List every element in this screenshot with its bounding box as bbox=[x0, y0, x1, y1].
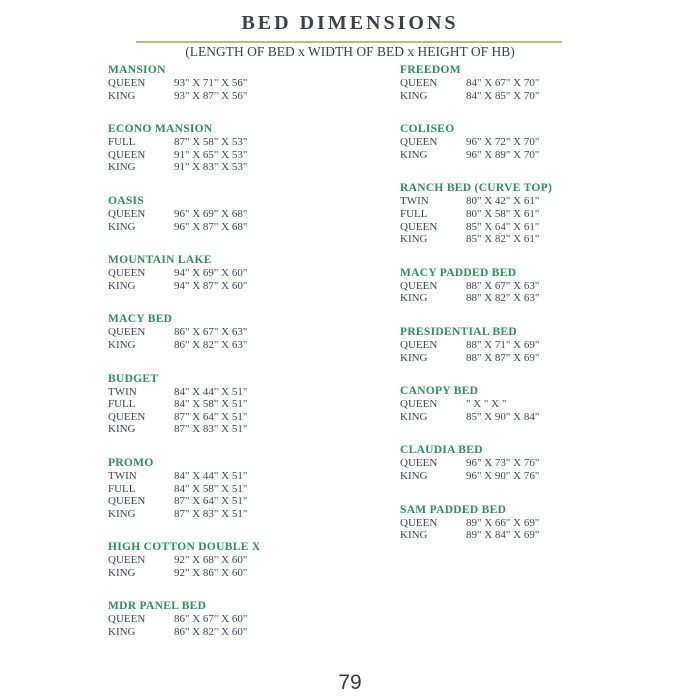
size-row bbox=[108, 567, 400, 580]
size-label: KING bbox=[108, 161, 136, 174]
size-label: QUEEN bbox=[108, 554, 146, 567]
size-row bbox=[108, 626, 400, 639]
size-row bbox=[400, 221, 684, 234]
size-label: QUEEN bbox=[108, 148, 146, 161]
size-label: FULL bbox=[108, 398, 136, 411]
size-row bbox=[400, 280, 684, 293]
dimensions-left-column bbox=[108, 64, 400, 660]
size-dimensions: 80" X 42" X 61" bbox=[466, 195, 540, 208]
size-row bbox=[108, 208, 400, 221]
size-label: QUEEN bbox=[400, 279, 438, 292]
bed-model-name: MACY PADDED BED bbox=[400, 266, 517, 279]
size-dimensions: 92" X 86" X 60" bbox=[174, 566, 248, 579]
size-row bbox=[108, 470, 400, 483]
dimension-format-note: (LENGTH OF BED x WIDTH OF BED x HEIGHT OF HB) bbox=[185, 44, 515, 59]
size-row bbox=[108, 326, 400, 339]
bed-model-name: OASIS bbox=[108, 194, 145, 207]
size-dimensions: 87" X 64" X 51" bbox=[174, 495, 248, 508]
bed-model-section bbox=[108, 600, 400, 638]
size-label: QUEEN bbox=[400, 220, 438, 233]
bed-model-name: BUDGET bbox=[108, 372, 159, 385]
size-dimensions: 88" X 67" X 63" bbox=[466, 279, 540, 292]
size-row bbox=[108, 554, 400, 567]
page-title: BED DIMENSIONS bbox=[241, 12, 459, 34]
size-dimensions: 93" X 71" X 56" bbox=[174, 77, 248, 89]
dimensions-columns bbox=[108, 64, 700, 660]
size-row bbox=[108, 267, 400, 280]
size-row bbox=[400, 90, 684, 103]
size-label: QUEEN bbox=[108, 207, 146, 220]
size-row bbox=[400, 529, 684, 542]
size-label: QUEEN bbox=[400, 77, 438, 89]
size-row bbox=[400, 233, 684, 246]
size-dimensions: 96" X 69" X 68" bbox=[174, 207, 248, 220]
bed-model-section bbox=[108, 195, 400, 233]
size-label: QUEEN bbox=[400, 136, 438, 149]
bed-model-section bbox=[108, 123, 400, 174]
size-label: KING bbox=[400, 148, 428, 161]
bed-model-section bbox=[108, 373, 400, 436]
size-row bbox=[108, 398, 400, 411]
size-dimensions: 96" X 72" X 70" bbox=[466, 136, 540, 149]
size-dimensions: " X " X " bbox=[466, 398, 507, 411]
size-dimensions: 84" X 67" X 70" bbox=[466, 77, 540, 89]
size-label: FULL bbox=[108, 482, 136, 495]
size-dimensions: 87" X 83" X 51" bbox=[174, 507, 248, 520]
size-label: QUEEN bbox=[108, 326, 146, 339]
size-row bbox=[108, 161, 400, 174]
size-row bbox=[400, 292, 684, 305]
size-dimensions: 84" X 58" X 51" bbox=[174, 398, 248, 411]
bed-model-name: ECONO MANSION bbox=[108, 123, 213, 136]
bed-model-section bbox=[400, 444, 684, 482]
size-dimensions: 94" X 69" X 60" bbox=[174, 267, 248, 280]
size-row bbox=[108, 339, 400, 352]
bed-model-section bbox=[108, 254, 400, 292]
size-dimensions: 80" X 58" X 61" bbox=[466, 207, 540, 220]
size-dimensions: 89" X 84" X 69" bbox=[466, 529, 540, 542]
size-dimensions: 88" X 82" X 63" bbox=[466, 292, 540, 305]
bed-model-section bbox=[108, 457, 400, 520]
size-row bbox=[108, 495, 400, 508]
size-row bbox=[108, 77, 400, 90]
size-label: KING bbox=[108, 338, 136, 351]
size-label: QUEEN bbox=[108, 410, 146, 423]
size-label: KING bbox=[108, 626, 136, 639]
size-row bbox=[400, 457, 684, 470]
size-dimensions: 96" X 73" X 76" bbox=[466, 457, 540, 470]
size-row bbox=[400, 136, 684, 149]
bed-model-section bbox=[400, 504, 684, 542]
size-label: TWIN bbox=[108, 469, 137, 482]
dimensions-right-column bbox=[400, 64, 684, 563]
size-dimensions: 92" X 68" X 60" bbox=[174, 554, 248, 567]
size-dimensions: 88" X 87" X 69" bbox=[466, 351, 540, 364]
size-dimensions: 93" X 87" X 56" bbox=[174, 89, 248, 102]
size-dimensions: 86" X 82" X 63" bbox=[174, 338, 248, 351]
bed-model-name: CLAUDIA BED bbox=[400, 444, 483, 457]
size-row bbox=[108, 386, 400, 399]
size-dimensions: 85" X 90" X 84" bbox=[466, 410, 540, 423]
title-underline bbox=[136, 41, 562, 43]
size-row bbox=[400, 517, 684, 530]
size-row bbox=[108, 613, 400, 626]
bed-model-name: CANOPY BED bbox=[400, 385, 479, 398]
size-label: KING bbox=[108, 507, 136, 520]
size-dimensions: 84" X 58" X 51" bbox=[174, 482, 248, 495]
bed-model-name: MOUNTAIN LAKE bbox=[108, 254, 212, 267]
size-dimensions: 85" X 64" X 61" bbox=[466, 220, 540, 233]
size-row bbox=[400, 398, 684, 411]
size-label: FULL bbox=[400, 207, 428, 220]
size-label: KING bbox=[400, 89, 428, 102]
size-row bbox=[108, 411, 400, 424]
bed-model-name: SAM PADDED BED bbox=[400, 503, 507, 516]
bed-model-name: PRESIDENTIAL BED bbox=[400, 325, 517, 338]
size-row bbox=[400, 149, 684, 162]
size-label: KING bbox=[108, 89, 136, 102]
size-dimensions: 84" X 85" X 70" bbox=[466, 89, 540, 102]
bed-model-name: MACY BED bbox=[108, 313, 173, 326]
size-dimensions: 84" X 44" X 51" bbox=[174, 385, 248, 398]
size-dimensions: 87" X 83" X 51" bbox=[174, 423, 248, 436]
bed-model-section bbox=[400, 182, 684, 245]
size-dimensions: 94" X 87" X 60" bbox=[174, 279, 248, 292]
size-label: QUEEN bbox=[108, 495, 146, 508]
bed-model-name: FREEDOM bbox=[400, 64, 461, 76]
size-row bbox=[400, 208, 684, 221]
size-row bbox=[108, 221, 400, 234]
bed-model-name: MDR PANEL BED bbox=[108, 600, 207, 613]
size-dimensions: 84" X 44" X 51" bbox=[174, 469, 248, 482]
bed-model-section bbox=[400, 385, 684, 423]
bed-model-name: COLISEO bbox=[400, 123, 455, 136]
size-dimensions: 96" X 87" X 68" bbox=[174, 220, 248, 233]
size-label: KING bbox=[400, 351, 428, 364]
size-label: TWIN bbox=[400, 195, 429, 208]
size-row bbox=[400, 411, 684, 424]
bed-model-section bbox=[400, 123, 684, 161]
size-row bbox=[400, 339, 684, 352]
size-row bbox=[108, 149, 400, 162]
size-label: TWIN bbox=[108, 385, 137, 398]
size-label: KING bbox=[400, 410, 428, 423]
size-label: KING bbox=[108, 566, 136, 579]
size-label: QUEEN bbox=[108, 77, 146, 89]
bed-model-section bbox=[400, 64, 684, 102]
size-row bbox=[108, 508, 400, 521]
size-dimensions: 89" X 66" X 69" bbox=[466, 516, 540, 529]
size-dimensions: 96" X 89" X 70" bbox=[466, 148, 540, 161]
size-label: QUEEN bbox=[108, 613, 146, 626]
size-label: FULL bbox=[108, 136, 136, 149]
size-dimensions: 86" X 67" X 60" bbox=[174, 613, 248, 626]
size-label: KING bbox=[108, 220, 136, 233]
bed-model-section bbox=[400, 326, 684, 364]
size-row bbox=[400, 195, 684, 208]
size-dimensions: 86" X 82" X 60" bbox=[174, 626, 248, 639]
size-label: QUEEN bbox=[400, 457, 438, 470]
size-row bbox=[400, 352, 684, 365]
bed-model-name: PROMO bbox=[108, 456, 154, 469]
size-row bbox=[108, 136, 400, 149]
size-label: KING bbox=[108, 423, 136, 436]
bed-model-section bbox=[108, 64, 400, 102]
size-dimensions: 85" X 82" X 61" bbox=[466, 233, 540, 246]
bed-model-name: MANSION bbox=[108, 64, 166, 76]
size-row bbox=[400, 77, 684, 90]
size-row bbox=[108, 423, 400, 436]
size-label: QUEEN bbox=[108, 267, 146, 280]
size-dimensions: 91" X 83" X 53" bbox=[174, 161, 248, 174]
page-number: 79 bbox=[338, 671, 362, 694]
size-dimensions: 88" X 71" X 69" bbox=[466, 338, 540, 351]
size-label: KING bbox=[400, 233, 428, 246]
bed-model-section bbox=[400, 267, 684, 305]
bed-model-section bbox=[108, 313, 400, 351]
bed-model-name: RANCH BED (CURVE TOP) bbox=[400, 182, 553, 195]
size-row bbox=[400, 470, 684, 483]
size-label: KING bbox=[400, 529, 428, 542]
size-dimensions: 96" X 90" X 76" bbox=[466, 469, 540, 482]
size-label: QUEEN bbox=[400, 398, 438, 411]
size-row bbox=[108, 90, 400, 103]
size-label: KING bbox=[400, 292, 428, 305]
size-row bbox=[108, 483, 400, 496]
size-label: KING bbox=[400, 469, 428, 482]
bed-model-section bbox=[108, 541, 400, 579]
bed-model-name: HIGH COTTON DOUBLE X bbox=[108, 541, 261, 554]
size-label: QUEEN bbox=[400, 338, 438, 351]
size-label: KING bbox=[108, 279, 136, 292]
size-dimensions: 87" X 58" X 53" bbox=[174, 136, 248, 149]
size-dimensions: 87" X 64" X 51" bbox=[174, 410, 248, 423]
size-dimensions: 86" X 67" X 63" bbox=[174, 326, 248, 339]
size-dimensions: 91" X 65" X 53" bbox=[174, 148, 248, 161]
size-label: QUEEN bbox=[400, 516, 438, 529]
size-row bbox=[108, 280, 400, 293]
